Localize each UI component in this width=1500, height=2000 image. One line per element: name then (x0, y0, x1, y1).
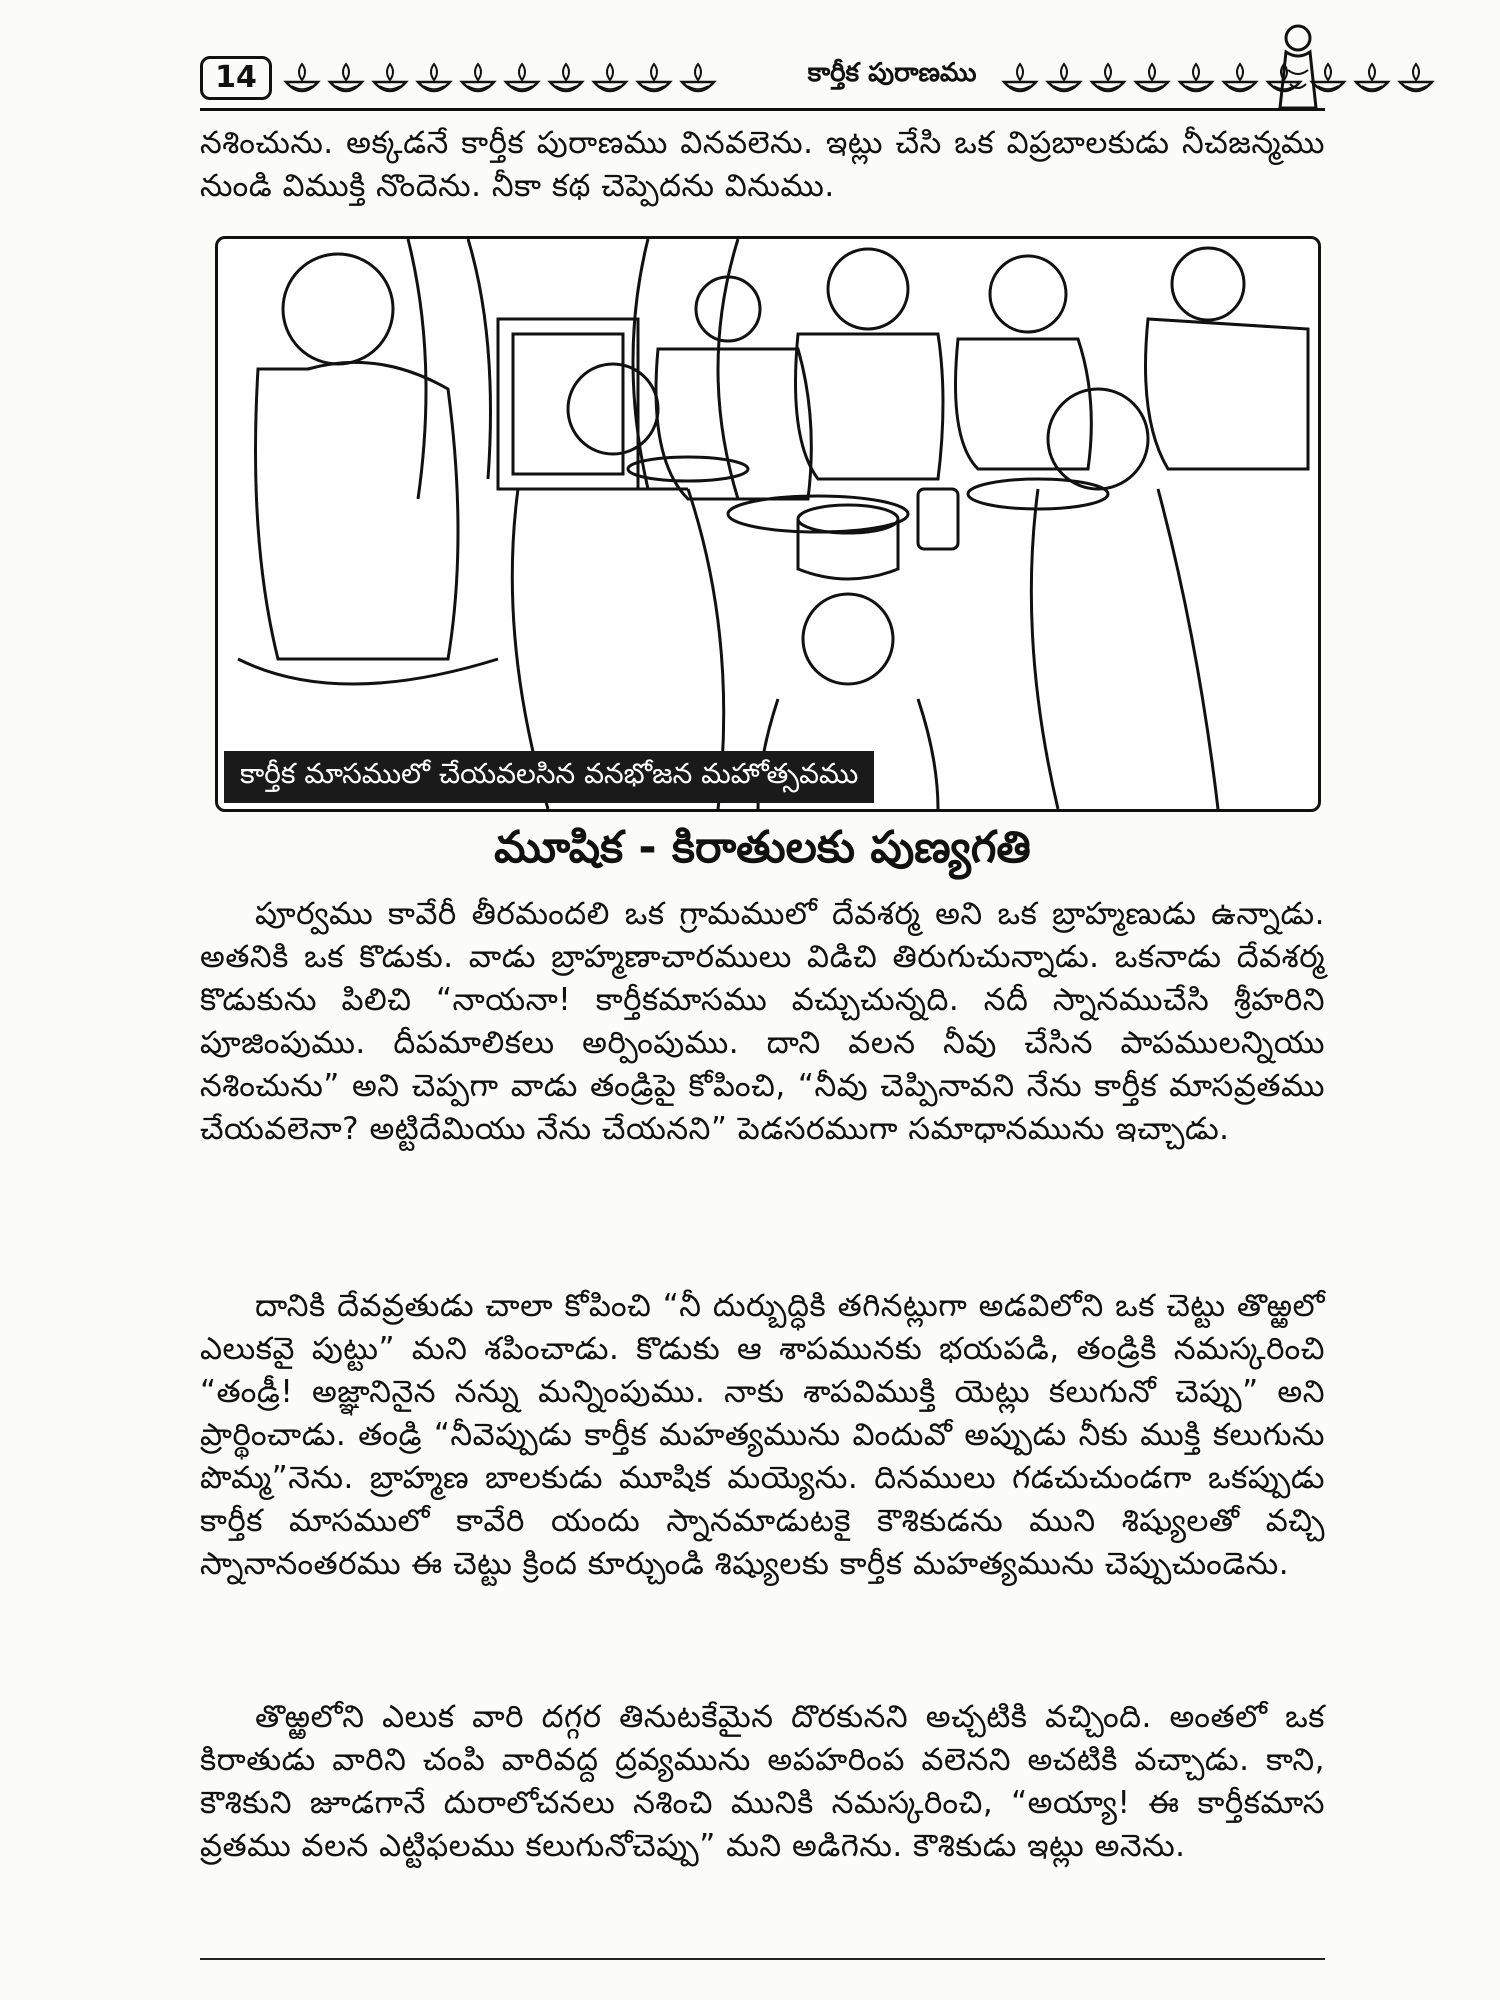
lamp-icon (1176, 60, 1216, 100)
lamp-icon (458, 60, 498, 100)
intro-paragraph: నశించును. అక్కడనే కార్తీక పురాణము వినవలెను. ఇట్లు చేసి ఒక విప్రబాలకుడు నీచజన్మము నుండి విముక్తి నొందెను. నీకా కథ చెప్పెదను వినుము. (200, 125, 1325, 204)
lamp-icon (1000, 60, 1040, 100)
illustration-caption: కార్తీక మాసములో చేయవలసిన వనభోజన మహోత్సవము (224, 751, 874, 803)
lamp-icon (678, 60, 718, 100)
lamp-icon (1220, 60, 1260, 100)
lamp-icon (414, 60, 454, 100)
lamp-icon (326, 60, 366, 100)
footer-rule (200, 1958, 1325, 1960)
lamp-icon (634, 60, 674, 100)
illustration-drawing (218, 239, 1318, 809)
lamp-icon (502, 60, 542, 100)
page-header (200, 52, 1325, 110)
section-title: మూషిక - కిరాతులకు పుణ్యగతి (494, 822, 1031, 873)
lamp-icon (1044, 60, 1084, 100)
lamp-icon (1396, 60, 1436, 100)
paragraph-2: దానికి దేవవ్రతుడు చాలా కోపించి “నీ దుర్బుద్ధికి తగినట్లుగా అడవిలోని ఒక చెట్టు తొఱ్ఱలో ఎలుకవై పుట్టు” మని శపించాడు. కొడుకు ఆ శాపమునకు భయపడి, తండ్రికి నమస్కరించి “తండ్రీ! అజ్ఞానినైన నన్ను మన్నింపుము. నాకు శాపవిముక్తి యెట్లు కలుగునో చెప్పు” అని ప్రార్థించాడు. తండ్రి “నీవెప్పుడు కార్తీక మహత్యమును విందువో అప్పుడు నీకు ముక్తి కలుగును పొమ్మ”నెను. బ్రాహ్మణ బాలకుడు మూషిక మయ్యెను. దినములు గడచుచుండగా ఒకప్పుడు కార్తీక మాసములో కావేరి యందు స్నానమాడుటకై కౌశికుడను ముని శిష్యులతో వచ్చి స్నానానంతరము ఈ చెట్టు క్రింద కూర్చుండి శిష్యులకు కార్తీక మహత్యమును చెప్పుచుండెను. (200, 1288, 1325, 1582)
lamp-icon (282, 60, 322, 100)
lamp-icon (1352, 60, 1392, 100)
page-number: 14 (200, 56, 272, 100)
paragraph-3: తొఱ్ఱలోని ఎలుక వారి దగ్గర తినుటకేమైన దొరకునని అచ్చటికి వచ్చింది. అంతలో ఒక కిరాతుడు వారిని చంపి వారివద్ద ద్రవ్యమును అపహరింప వలెనని అచటికి వచ్చాడు. కాని, కౌశికుని జూడగానే దురాలోచనలు నశించి మునికి నమస్కరించి, “అయ్యా! ఈ కార్తీకమాస వ్రతము వలన ఎట్టిఫలము కలుగునోచెప్పు” మని అడిగెను. కౌశికుడు ఇట్లు అనెను. (200, 1699, 1325, 1864)
header-rule (200, 108, 1325, 111)
lamp-border-left (282, 60, 718, 100)
paragraph-1: పూర్వము కావేరీ తీరమందలి ఒక గ్రామములో దేవశర్మ అని ఒక బ్రాహ్మణుడు ఉన్నాడు. అతనికి ఒక కొడుకు. వాడు బ్రాహ్మణాచారములు విడిచి తిరుగుచున్నాడు. ఒకనాడు దేవశర్మ కొడుకును పిలిచి “నాయనా! కార్తీకమాసము వచ్చుచున్నది. నదీ స్నానముచేసి శ్రీహరిని పూజింపుము. దీపమాలికలు అర్పింపుము. దాని వలన నీవు చేసిన పాపములన్నియు నశించును” అని చెప్పగా వాడు తండ్రిపై కోపించి, “నీవు చెప్పినావని నేను కార్తీక మాసవ్రతము చేయవలెనా? అట్టిదేమియు నేను చేయనని” పెడసరముగా సమాధానమును ఇచ్చాడు. (200, 896, 1325, 1147)
lamp-icon (1088, 60, 1128, 100)
header-title: కార్తీక పురాణము (807, 58, 977, 88)
lamp-icon (590, 60, 630, 100)
lamp-icon (546, 60, 586, 100)
deity-ornament-icon (1268, 20, 1328, 110)
lamp-icon (1132, 60, 1172, 100)
lamp-icon (370, 60, 410, 100)
lamp-border-right (1000, 60, 1436, 100)
illustration (215, 236, 1321, 812)
